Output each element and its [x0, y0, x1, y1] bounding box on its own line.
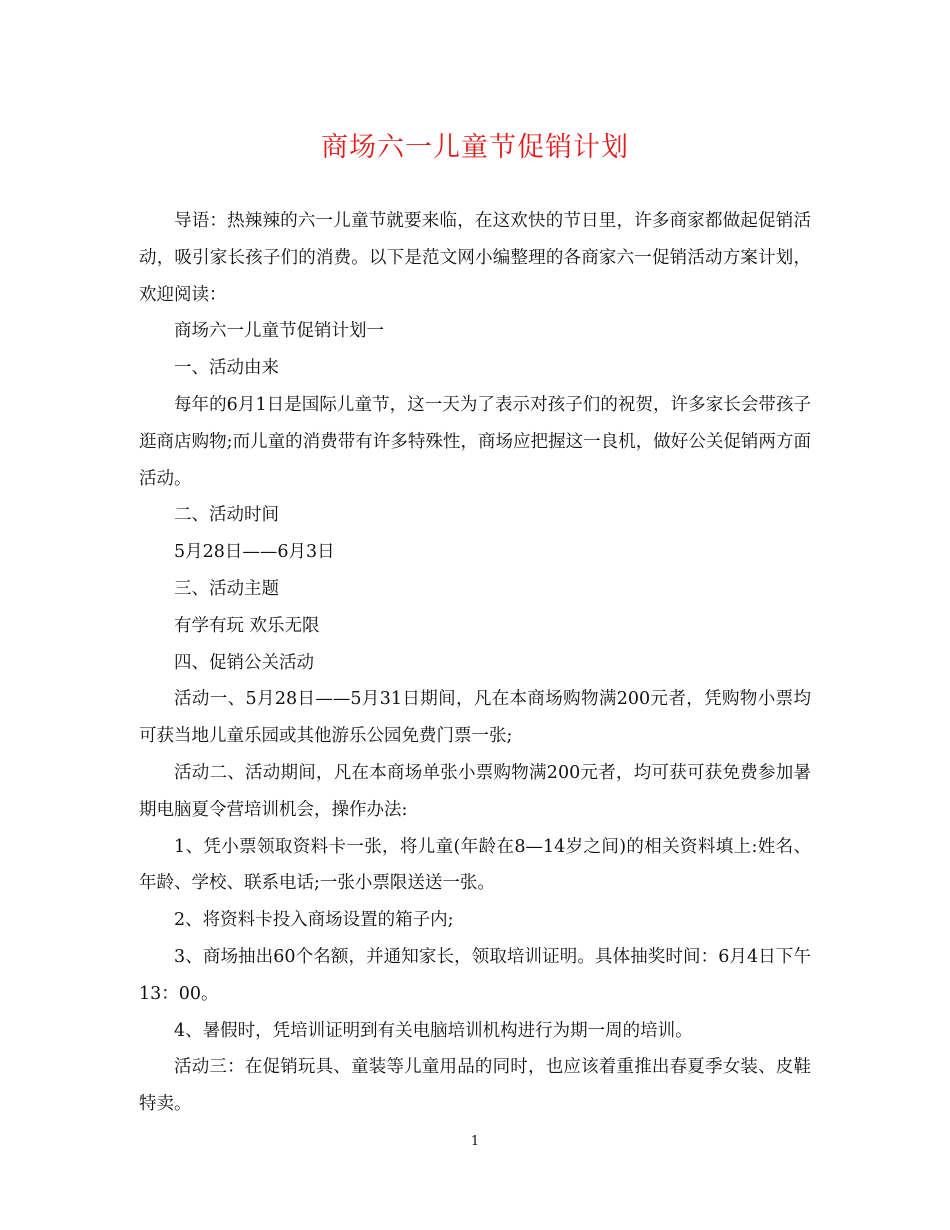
section-heading-theme: 三、活动主题: [174, 578, 279, 599]
paragraph-step-2: 2、将资料卡投入商场设置的箱子内;: [174, 910, 454, 931]
paragraph-step-1: 1、凭小票领取资料卡一张，将儿童(年龄在8—14岁之间)的相关资料填上:姓名、年龄、学校、联系电话;一张小票限送送一张。: [139, 836, 811, 894]
paragraph-step-3: 3、商场抽出60个名额，并通知家长，领取培训证明。具体抽奖时间：6月4日下午13：00。: [139, 946, 811, 1004]
section-heading-activities: 四、促销公关活动: [174, 652, 314, 673]
section-heading-origin: 一、活动由来: [174, 358, 279, 379]
paragraph-activity-3: 活动三：在促销玩具、童装等儿童用品的同时，也应该着重推出春夏季女装、皮鞋特卖。: [139, 1057, 811, 1115]
paragraph-activity-2: 活动二、活动期间，凡在本商场单张小票购物满200元者，均可获可获免费参加暑期电脑夏令营培训机会，操作办法:: [139, 762, 811, 820]
paragraph-origin: 每年的6月1日是国际儿童节，这一天为了表示对孩子们的祝贺，许多家长会带孩子逛商店购物;而儿童的消费带有许多特殊性，商场应把握这一良机，做好公关促销两方面活动。: [139, 394, 811, 489]
section-heading-time: 二、活动时间: [174, 505, 279, 526]
paragraph-activity-1: 活动一、5月28日——5月31日期间，凡在本商场购物满200元者，凭购物小票均可获当地儿童乐园或其他游乐公园免费门票一张;: [139, 689, 811, 747]
paragraph-time: 5月28日——6月3日: [174, 542, 335, 563]
paragraph-plan-heading: 商场六一儿童节促销计划一: [174, 321, 384, 342]
paragraph-theme: 有学有玩 欢乐无限: [174, 615, 320, 636]
document-body: [139, 203, 811, 1123]
paragraph-intro: 导语：热辣辣的六一儿童节就要来临，在这欢快的节日里，许多商家都做起促销活动，吸引家长孩子们的消费。以下是范文网小编整理的各商家六一促销活动方案计划，欢迎阅读：: [139, 211, 811, 305]
page-number: 1: [470, 1134, 480, 1149]
paragraph-step-4: 4、暑假时，凭培训证明到有关电脑培训机构进行为期一周的培训。: [174, 1020, 693, 1041]
document-title: 商场六一儿童节促销计划: [321, 132, 629, 163]
